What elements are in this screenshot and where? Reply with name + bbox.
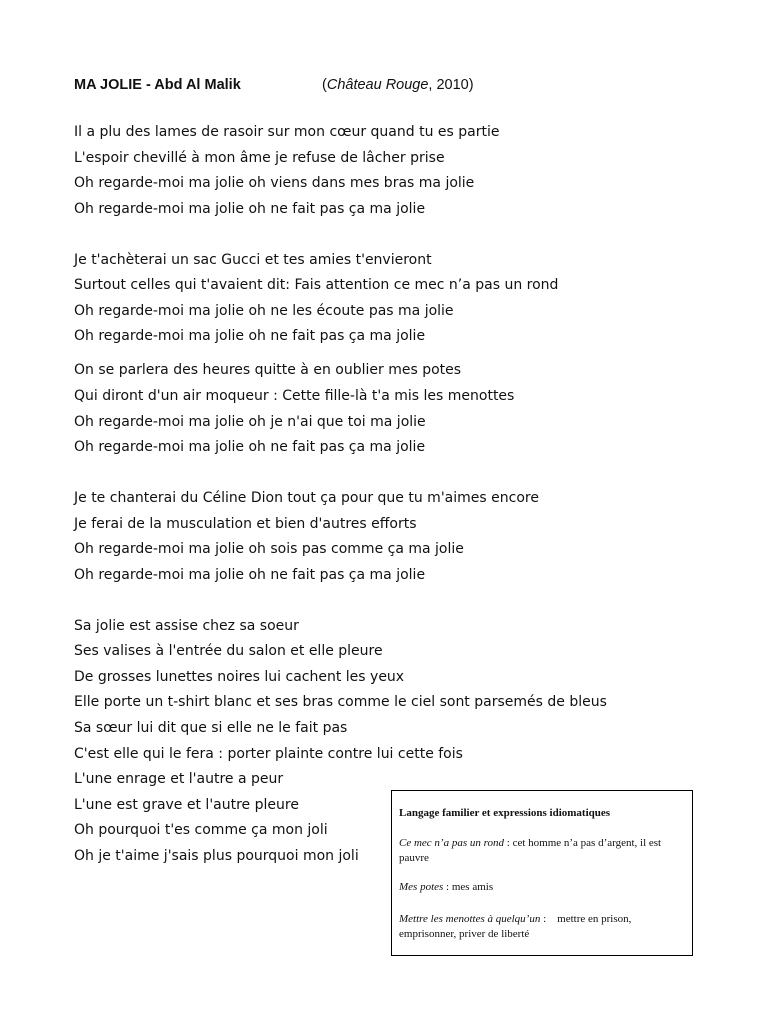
source-year: , 2010) bbox=[428, 77, 474, 93]
lyric-line: Oh regarde-moi ma jolie oh ne les écoute pas ma jolie bbox=[74, 303, 454, 319]
lyric-line: Sa sœur lui dit que si elle ne le fait pas bbox=[74, 720, 348, 736]
lyric-line: Oh regarde-moi ma jolie oh ne fait pas ça ma jolie bbox=[74, 439, 426, 455]
song-source bbox=[322, 77, 474, 93]
lyric-line: Oh regarde-moi ma jolie oh ne fait pas ça ma jolie bbox=[74, 328, 426, 344]
glossary-term: Ce mec n’a pas un rond bbox=[399, 837, 504, 849]
lyric-line: Surtout celles qui t'avaient dit: Fais attention ce mec n’a pas un rond bbox=[74, 277, 559, 293]
glossary-separator: : bbox=[540, 913, 558, 925]
album-name: Château Rouge bbox=[326, 77, 429, 93]
lyric-line: On se parlera des heures quitte à en oublier mes potes bbox=[74, 362, 462, 378]
lyric-line: Je t'achèterai un sac Gucci et tes amies t'envieront bbox=[74, 252, 432, 268]
lyric-line: Qui diront d'un air moqueur : Cette fille-là t'a mis les menottes bbox=[74, 388, 515, 404]
lyric-line: L'une est grave et l'autre pleure bbox=[74, 797, 299, 813]
glossary-definition: cet homme n’a pas d’argent, il est pauvre bbox=[399, 837, 662, 864]
song-title: MA JOLIE - Abd Al Malik bbox=[74, 77, 241, 93]
glossary-title: Langage familier et expressions idiomatiques bbox=[399, 807, 611, 819]
lyric-line: Oh regarde-moi ma jolie oh sois pas comme ça ma jolie bbox=[74, 541, 464, 557]
lyric-line: Je ferai de la musculation et bien d'autres efforts bbox=[74, 516, 417, 532]
lyric-line: Oh regarde-moi ma jolie oh ne fait pas ça ma jolie bbox=[74, 567, 426, 583]
glossary-separator: : bbox=[443, 881, 452, 893]
lyric-line: Ses valises à l'entrée du salon et elle pleure bbox=[74, 643, 383, 659]
lyric-line: Oh je t'aime j'sais plus pourquoi mon joli bbox=[74, 848, 359, 864]
lyric-line: De grosses lunettes noires lui cachent les yeux bbox=[74, 669, 405, 685]
lyric-line: Sa jolie est assise chez sa soeur bbox=[74, 618, 299, 634]
source-open-paren: ( bbox=[322, 77, 327, 93]
glossary-definition: mes amis bbox=[451, 881, 494, 893]
song-header bbox=[74, 77, 474, 93]
glossary-term: Mes potes bbox=[399, 881, 444, 893]
glossary-definition: mettre en prison, emprisonner, priver de liberté bbox=[399, 913, 635, 940]
glossary-entry bbox=[399, 912, 689, 942]
lyric-line: Il a plu des lames de rasoir sur mon cœur quand tu es partie bbox=[74, 124, 500, 140]
glossary-entry bbox=[399, 836, 689, 866]
glossary-entry bbox=[399, 880, 689, 895]
glossary-term: Mettre les menottes à quelqu’un bbox=[399, 913, 541, 925]
lyric-line: Elle porte un t-shirt blanc et ses bras comme le ciel sont parsemés de bleus bbox=[74, 694, 607, 710]
glossary-separator: : bbox=[504, 837, 513, 849]
lyric-line: Oh pourquoi t'es comme ça mon joli bbox=[74, 822, 328, 838]
lyric-line: L'une enrage et l'autre a peur bbox=[74, 771, 284, 787]
lyric-line: C'est elle qui le fera : porter plainte contre lui cette fois bbox=[74, 746, 463, 762]
lyric-line: Oh regarde-moi ma jolie oh viens dans mes bras ma jolie bbox=[74, 175, 475, 191]
glossary-box bbox=[391, 790, 693, 956]
lyric-line: Je te chanterai du Céline Dion tout ça pour que tu m'aimes encore bbox=[74, 490, 539, 506]
lyric-line: Oh regarde-moi ma jolie oh je n'ai que toi ma jolie bbox=[74, 414, 426, 430]
lyric-line: Oh regarde-moi ma jolie oh ne fait pas ça ma jolie bbox=[74, 201, 426, 217]
lyric-line: L'espoir chevillé à mon âme je refuse de lâcher prise bbox=[74, 150, 445, 166]
